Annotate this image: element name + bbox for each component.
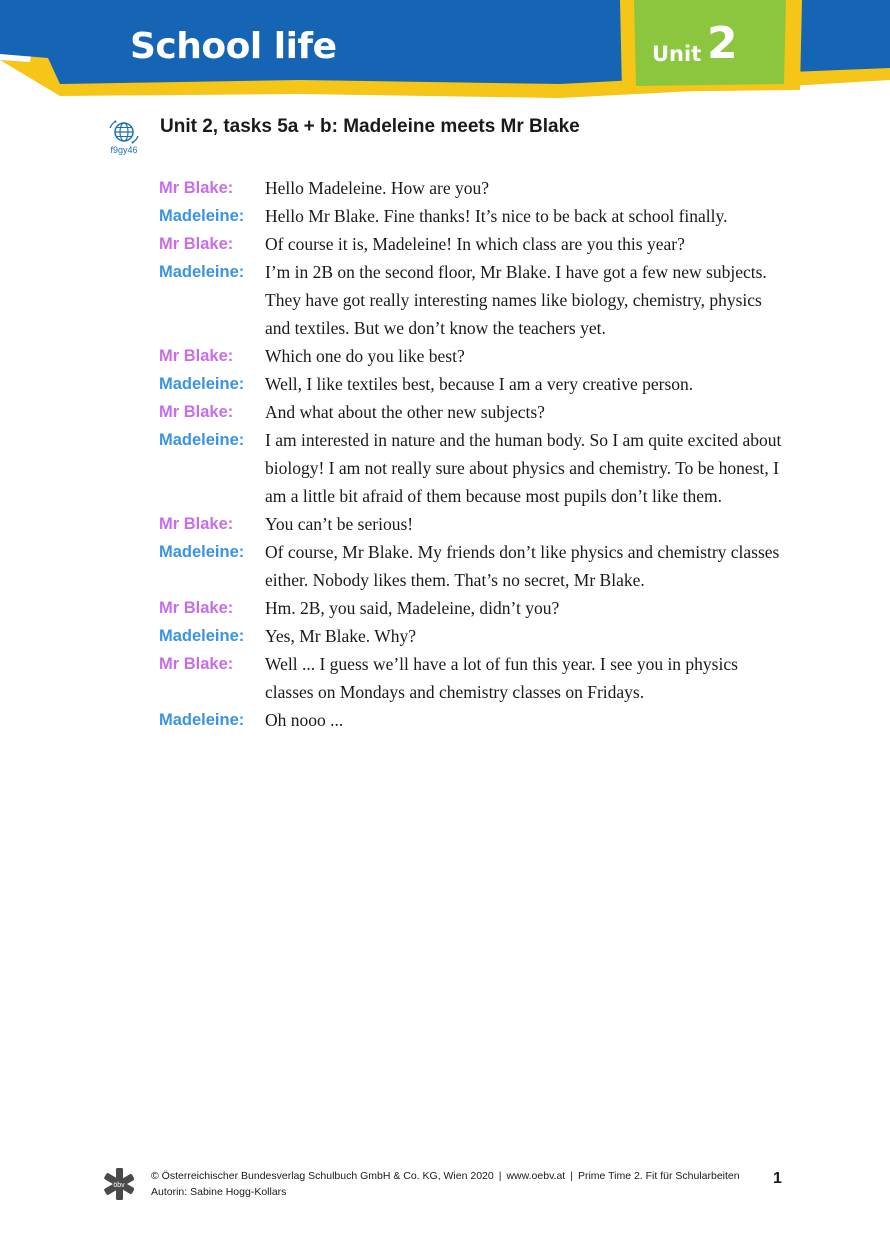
utterance-text: Of course it is, Madeleine! In which class are you this year?: [265, 234, 685, 254]
footer-author: Autorin: Sabine Hogg-Kollars: [151, 1186, 287, 1198]
unit-number: 2: [707, 18, 738, 69]
utterance-text: I’m in 2B on the second floor, Mr Blake. I have got a few new subjects. They have got really interesting names like biology, chemistry, physics and textiles. But we don’t know the teachers yet.: [265, 262, 767, 338]
speaker-name: Madeleine:: [159, 711, 245, 729]
dialogue-line: [159, 706, 799, 734]
utterance-text: Well ... I guess we’ll have a lot of fun this year. I see you in physics classes on Mondays and chemistry classes on Fridays.: [265, 654, 738, 702]
speaker-name: Mr Blake:: [159, 403, 234, 421]
dialogue-line: [159, 510, 799, 538]
utterance-text: Of course, Mr Blake. My friends don’t like physics and chemistry classes either. Nobody likes them. That’s no secret, Mr Blake.: [265, 542, 780, 590]
dialogue-line: [159, 594, 799, 622]
dialogue-line: [159, 370, 799, 398]
speaker-name: Mr Blake:: [159, 515, 234, 533]
speaker-name: Madeleine:: [159, 375, 245, 393]
dialogue-line: [159, 342, 799, 370]
utterance-text: And what about the other new subjects?: [265, 402, 545, 422]
dialogue-line: [159, 258, 799, 342]
task-title: Unit 2, tasks 5a + b: Madeleine meets Mr Blake: [160, 116, 580, 137]
dialogue-line: [159, 426, 799, 510]
utterance-text: Yes, Mr Blake. Why?: [265, 626, 417, 646]
speaker-name: Mr Blake:: [159, 235, 234, 253]
speaker-name: Madeleine:: [159, 543, 245, 561]
dialogue-line: [159, 538, 799, 594]
utterance-text: Hello Madeleine. How are you?: [265, 178, 490, 198]
speaker-name: Mr Blake:: [159, 655, 234, 673]
utterance-text: Hello Mr Blake. Fine thanks! It’s nice to be back at school finally.: [265, 206, 728, 226]
media-code[interactable]: f9gy46: [110, 145, 138, 155]
obv-logo-icon: [104, 1168, 134, 1200]
header-title: School life: [130, 26, 337, 67]
speaker-name: Mr Blake:: [159, 347, 234, 365]
header-banner: [0, 0, 890, 110]
footer-book: Prime Time 2. Fit für Schularbeiten: [577, 1170, 740, 1182]
dialogue-line: [159, 650, 799, 706]
dialogue-line: [159, 398, 799, 426]
unit-label: Unit: [652, 42, 702, 66]
utterance-text: You can’t be serious!: [265, 514, 414, 534]
speaker-name: Mr Blake:: [159, 599, 234, 617]
utterance-text: Oh nooo ...: [265, 710, 344, 730]
dialogue-line: [159, 230, 799, 258]
speaker-name: Madeleine:: [159, 263, 245, 281]
footer-separator: |: [570, 1170, 573, 1182]
dialogue-line: [159, 622, 799, 650]
dialogue-line: [159, 202, 799, 230]
speaker-name: Mr Blake:: [159, 179, 234, 197]
utterance-text: I am interested in nature and the human body. So I am quite excited about biology! I am not really sure about physics and chemistry. To be honest, I am a little bit afraid of them because most pupils don’t like them.: [265, 430, 782, 506]
page-number: 1: [773, 1170, 782, 1187]
globe-icon[interactable]: [106, 118, 142, 146]
utterance-text: Well, I like textiles best, because I am a very creative person.: [265, 374, 694, 394]
footer-website[interactable]: www.oebv.at: [506, 1170, 566, 1182]
utterance-text: Which one do you like best?: [265, 346, 465, 366]
obv-logo-text: öbv: [113, 1182, 125, 1189]
footer-copyright: © Österreichischer Bundesverlag Schulbuch GmbH & Co. KG, Wien 2020: [151, 1170, 494, 1182]
speaker-name: Madeleine:: [159, 431, 245, 449]
speaker-name: Madeleine:: [159, 207, 245, 225]
dialogue-line: [159, 174, 799, 202]
dialogue: [159, 174, 799, 734]
footer-copyright-line: [151, 1170, 740, 1182]
speaker-name: Madeleine:: [159, 627, 245, 645]
utterance-text: Hm. 2B, you said, Madeleine, didn’t you?: [265, 598, 560, 618]
footer-separator: |: [498, 1170, 502, 1182]
